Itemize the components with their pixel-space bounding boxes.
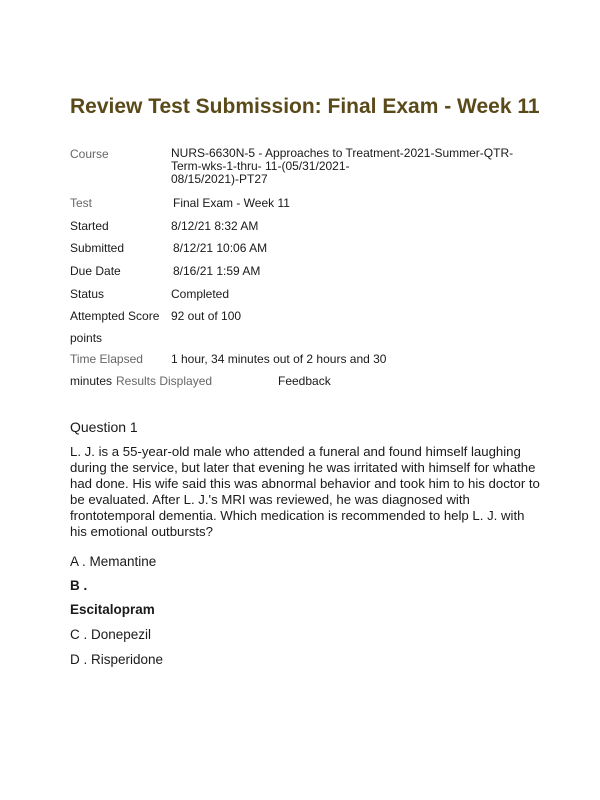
submitted-label: Submitted — [70, 241, 125, 255]
time-elapsed-label: Time Elapsed — [70, 352, 143, 366]
minutes-label: minutes — [70, 374, 113, 388]
status-value: Completed — [171, 287, 230, 301]
results-displayed-label: Results Displayed — [116, 374, 213, 388]
course-value — [171, 147, 516, 186]
test-label: Test — [70, 196, 93, 210]
started-value: 8/12/21 8:32 AM — [171, 219, 259, 233]
due-date-label: Due Date — [70, 264, 121, 278]
started-label: Started — [70, 219, 109, 233]
course-line-1: NURS-6630N-5 - Approaches to Treatment-2021-Summer-QTR- — [171, 146, 514, 160]
score-label: Attempted Score — [70, 309, 160, 323]
time-elapsed-value: 1 hour, 34 minutes out of 2 hours and 30 — [171, 352, 387, 366]
option-b-text: Escitalopram — [70, 602, 155, 617]
option-c: C . Donepezil — [70, 627, 152, 642]
status-label: Status — [70, 287, 105, 301]
question-heading: Question 1 — [70, 419, 138, 435]
submitted-value: 8/12/21 10:06 AM — [173, 241, 268, 255]
option-a: A . Memantine — [70, 554, 157, 569]
results-displayed-value: Feedback — [278, 374, 331, 388]
course-line-3: 08/15/2021)-PT27 — [171, 172, 268, 186]
course-line-2: Term-wks-1-thru- 11-(05/31/2021- — [171, 159, 350, 173]
question-text: L. J. is a 55-year-old male who attended a funeral and found himself laughing during the service, but later that evening he was irritated with himself for whathe had done. His wife said this was abnormal behavior and took him to his doctor to be evaluated. After L. J.'s MRI was reviewed, he was diagnosed with frontotemporal dementia. Which medication is recommended to help L. J. with his emotional outbursts? — [70, 444, 540, 539]
option-d: D . Risperidone — [70, 652, 164, 667]
page-title: Review Test Submission: Final Exam - Week 11 — [70, 95, 540, 118]
test-value: Final Exam - Week 11 — [173, 196, 290, 210]
course-label: Course — [70, 147, 109, 161]
points-label: points — [70, 331, 103, 345]
score-value: 92 out of 100 — [171, 309, 242, 323]
due-date-value: 8/16/21 1:59 AM — [173, 264, 261, 278]
option-b-letter: B . — [70, 578, 88, 593]
